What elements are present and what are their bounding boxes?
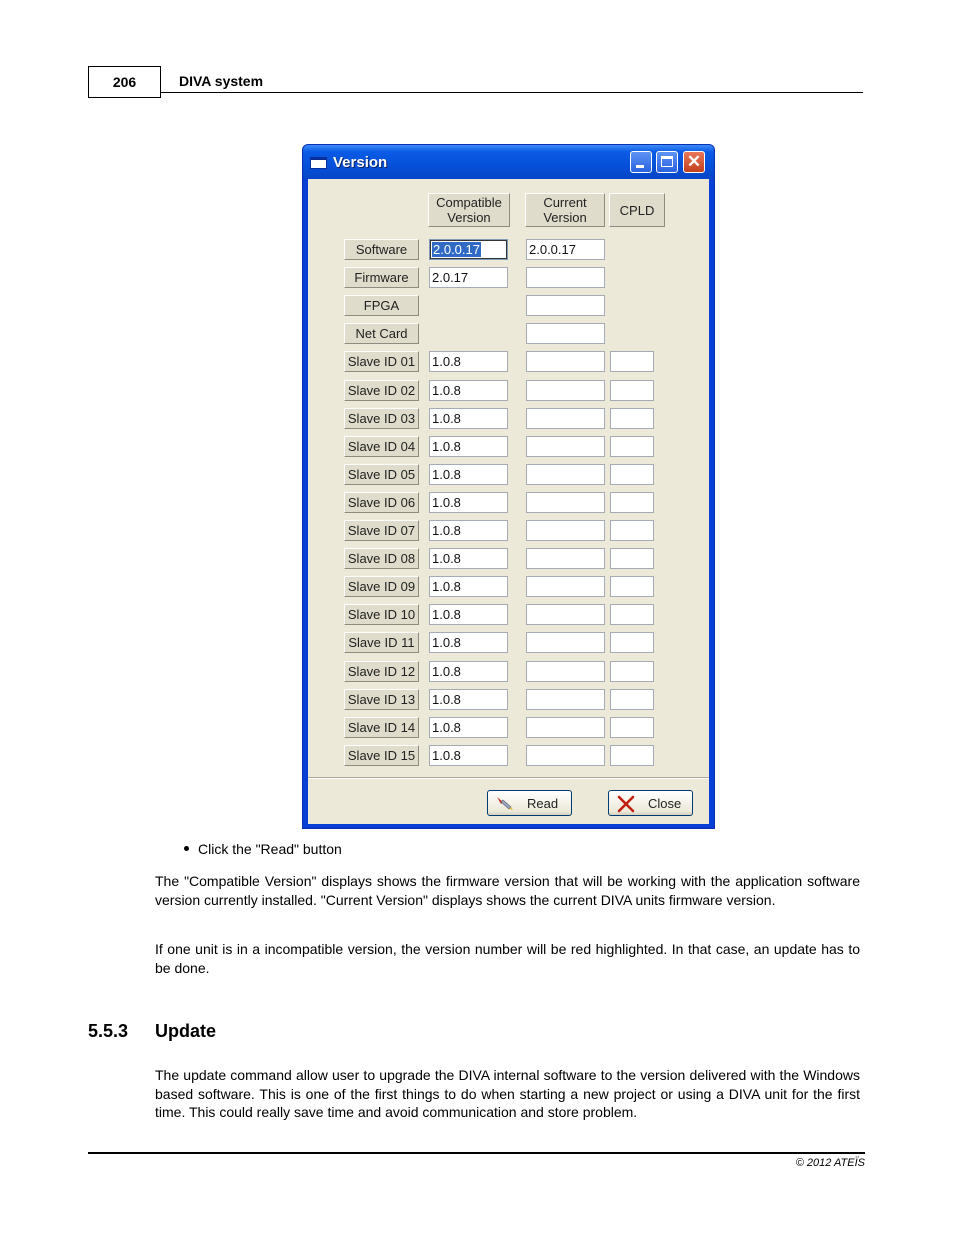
compatible-version-value: 1.0.8 <box>432 439 461 454</box>
current-version-field[interactable] <box>526 380 605 401</box>
running-header-title: DIVA system <box>179 73 264 89</box>
cpld-field[interactable] <box>610 520 654 541</box>
current-version-header[interactable] <box>525 193 605 227</box>
header-rule <box>161 92 863 93</box>
row-label-button[interactable]: Slave ID 10 <box>344 604 419 625</box>
minimize-button[interactable] <box>630 151 652 173</box>
row-label-button[interactable]: Slave ID 02 <box>344 380 419 401</box>
row-label-button[interactable]: Net Card <box>344 323 419 344</box>
cpld-field[interactable] <box>610 689 654 710</box>
compatible-version-field[interactable] <box>429 745 508 766</box>
compatible-version-value: 1.0.8 <box>432 720 461 735</box>
compatible-version-value: 1.0.8 <box>432 635 461 650</box>
compatible-version-field[interactable] <box>429 717 508 738</box>
current-version-field[interactable] <box>526 604 605 625</box>
bullet-text: Click the "Read" button <box>198 841 342 857</box>
row-label-button[interactable]: Slave ID 08 <box>344 548 419 569</box>
current-header-line1: Current <box>543 195 587 210</box>
compatible-version-header[interactable] <box>428 193 510 227</box>
row-label-button[interactable]: Slave ID 11 <box>344 632 419 653</box>
cpld-field[interactable] <box>610 576 654 597</box>
version-dialog <box>302 144 715 829</box>
cpld-field[interactable] <box>610 717 654 738</box>
current-version-field[interactable] <box>526 351 605 372</box>
compatible-version-value: 1.0.8 <box>432 523 461 538</box>
compatible-version-field[interactable] <box>429 632 508 653</box>
close-x-icon: ✕ <box>686 152 702 171</box>
read-button[interactable] <box>487 790 572 816</box>
paragraph-incompatible: If one unit is in a incompatible version, the version number will be red highlighted. In that case, an update has to be done. <box>155 941 860 976</box>
compatible-version-value: 1.0.8 <box>432 607 461 622</box>
compatible-version-value: 1.0.8 <box>432 467 461 482</box>
compatible-version-value: 1.0.8 <box>432 354 461 369</box>
dialog-separator <box>308 777 709 779</box>
compatible-version-field[interactable] <box>429 380 508 401</box>
current-header-line2: Version <box>543 210 587 225</box>
cpld-field[interactable] <box>610 408 654 429</box>
current-version-field[interactable] <box>526 436 605 457</box>
current-version-field[interactable] <box>526 408 605 429</box>
row-label-button[interactable]: FPGA <box>344 295 419 316</box>
compatible-version-field[interactable] <box>429 689 508 710</box>
current-version-field[interactable] <box>526 745 605 766</box>
cpld-header[interactable]: CPLD <box>609 193 665 227</box>
current-version-field[interactable] <box>526 661 605 682</box>
paragraph-update: The update command allow user to upgrade the DIVA internal software to the version delivered with the Windows based software. This is one of the first things to do when starting a new project or using a DIVA unit for the first time. This could really save time and avoid communication and store problem. <box>155 1067 860 1120</box>
row-label-button[interactable]: Software <box>344 239 419 260</box>
cpld-field[interactable] <box>610 464 654 485</box>
footer-rule <box>88 1152 865 1154</box>
compatible-version-value: 2.0.17 <box>432 270 469 285</box>
read-button-label: Read <box>527 796 559 811</box>
bullet-dot <box>184 846 189 851</box>
compatible-version-field[interactable] <box>429 492 508 513</box>
current-version-field[interactable] <box>526 295 605 316</box>
close-window-button[interactable] <box>683 151 705 173</box>
cpld-field[interactable] <box>610 604 654 625</box>
row-label-button[interactable]: Slave ID 05 <box>344 464 419 485</box>
compatible-header-line2: Version <box>447 210 491 225</box>
cpld-field[interactable] <box>610 436 654 457</box>
compatible-version-value: 1.0.8 <box>432 579 461 594</box>
row-label-button[interactable]: Firmware <box>344 267 419 288</box>
compatible-version-value: 1.0.8 <box>432 748 461 763</box>
compatible-version-value: 1.0.8 <box>432 383 461 398</box>
compatible-version-field[interactable] <box>429 239 508 260</box>
row-label-button[interactable]: Slave ID 09 <box>344 576 419 597</box>
current-version-field[interactable] <box>526 267 605 288</box>
window-icon <box>310 157 327 169</box>
current-version-field[interactable] <box>526 576 605 597</box>
cpld-field[interactable] <box>610 745 654 766</box>
cpld-field[interactable] <box>610 492 654 513</box>
current-version-field[interactable] <box>526 717 605 738</box>
current-version-field[interactable] <box>526 492 605 513</box>
section-title: Update <box>155 1021 217 1041</box>
compatible-version-field[interactable] <box>429 548 508 569</box>
compatible-version-value: 1.0.8 <box>432 411 461 426</box>
row-label-button[interactable]: Slave ID 06 <box>344 492 419 513</box>
current-version-field[interactable]: 2.0.0.17 <box>526 239 605 260</box>
row-label-button[interactable]: Slave ID 15 <box>344 745 419 766</box>
cpld-field[interactable] <box>610 351 654 372</box>
current-version-field[interactable] <box>526 689 605 710</box>
compatible-version-field[interactable] <box>429 576 508 597</box>
compatible-header-line1: Compatible <box>436 195 502 210</box>
dialog-client-area <box>308 179 709 824</box>
section-number: 5.5.3 <box>88 1021 129 1041</box>
maximize-button[interactable] <box>656 151 678 173</box>
bullet-item <box>184 841 342 857</box>
current-version-field[interactable] <box>526 520 605 541</box>
close-button[interactable] <box>608 790 693 816</box>
row-label-button[interactable]: Slave ID 13 <box>344 689 419 710</box>
compatible-version-field[interactable] <box>429 267 508 288</box>
row-label-button[interactable]: Slave ID 12 <box>344 661 419 682</box>
current-version-field[interactable] <box>526 464 605 485</box>
row-label-button[interactable]: Slave ID 01 <box>344 351 419 372</box>
footer-copyright: © 2012 ATEÏS <box>795 1157 865 1169</box>
row-label-button[interactable]: Slave ID 14 <box>344 717 419 738</box>
compatible-version-field[interactable] <box>429 351 508 372</box>
close-icon <box>617 795 635 813</box>
compatible-version-value: 1.0.8 <box>432 551 461 566</box>
window-title: Version <box>333 154 388 171</box>
row-label-button[interactable]: Slave ID 04 <box>344 436 419 457</box>
cpld-field[interactable] <box>610 380 654 401</box>
cpld-field[interactable] <box>610 661 654 682</box>
compatible-version-field[interactable] <box>429 436 508 457</box>
compatible-version-value: 2.0.0.17 <box>433 242 480 257</box>
compatible-version-field[interactable] <box>429 464 508 485</box>
compatible-version-field[interactable] <box>429 604 508 625</box>
cpld-field[interactable] <box>610 548 654 569</box>
read-icon <box>496 795 514 811</box>
current-version-field[interactable] <box>526 323 605 344</box>
row-label-button[interactable]: Slave ID 07 <box>344 520 419 541</box>
compatible-version-field[interactable] <box>429 408 508 429</box>
compatible-version-value: 1.0.8 <box>432 692 461 707</box>
title-bar[interactable] <box>303 145 714 179</box>
compatible-version-field[interactable] <box>429 661 508 682</box>
page-number: 206 <box>88 66 161 98</box>
current-version-field[interactable] <box>526 632 605 653</box>
paragraph-versions: The "Compatible Version" displays shows the firmware version that will be working with the application software version currently installed. "Current Version" displays shows the current DIVA units firmware version. <box>155 873 860 908</box>
cpld-field[interactable] <box>610 632 654 653</box>
current-version-field[interactable] <box>526 548 605 569</box>
close-button-label: Close <box>648 796 682 811</box>
compatible-version-value: 1.0.8 <box>432 664 461 679</box>
compatible-version-field[interactable] <box>429 520 508 541</box>
row-label-button[interactable]: Slave ID 03 <box>344 408 419 429</box>
compatible-version-value: 1.0.8 <box>432 495 461 510</box>
